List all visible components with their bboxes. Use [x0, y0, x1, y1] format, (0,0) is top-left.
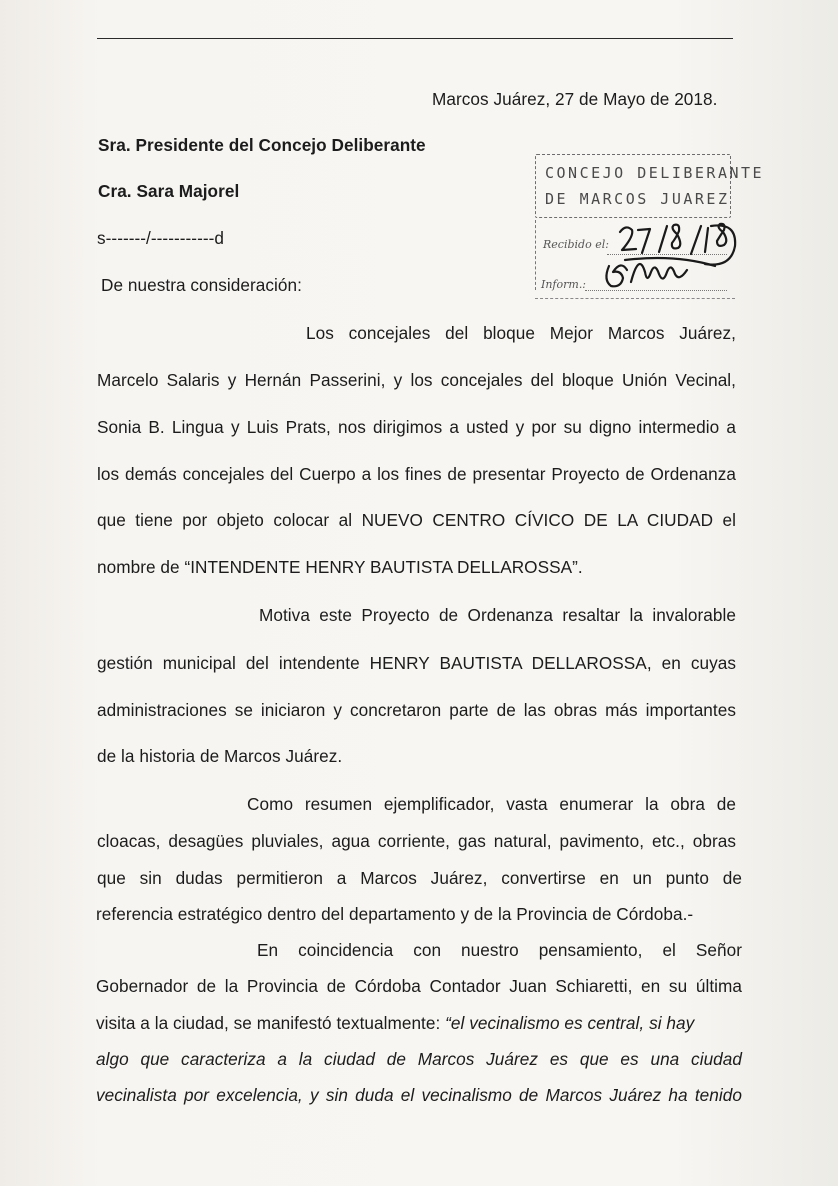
paragraph-1-line: Sonia B. Lingua y Luis Prats, nos dirigimos a usted y por su digno intermedio a — [97, 417, 736, 437]
paragraph-1-line: los demás concejales del Cuerpo a los fines de presentar Proyecto de Ordenanza — [97, 464, 736, 484]
paragraph-1-line: Los concejales del bloque Mejor Marcos Juárez, — [306, 323, 736, 343]
reception-stamp — [535, 154, 765, 300]
paragraph-3-line: Como resumen ejemplificador, vasta enumerar la obra de — [247, 794, 736, 814]
paragraph-4-line-mixed — [96, 1013, 742, 1034]
recipient-name: Cra. Sara Majorel — [98, 181, 240, 201]
top-rule — [97, 38, 733, 39]
paragraph-2-line: de la historia de Marcos Juárez. — [97, 746, 343, 766]
paragraph-4-line: Gobernador de la Provincia de Córdoba Contador Juan Schiaretti, en su última — [96, 976, 742, 996]
paragraph-1-line: nombre de “INTENDENTE HENRY BAUTISTA DELLAROSSA”. — [97, 557, 583, 577]
paragraph-4-quote-line: algo que caracteriza a la ciudad de Marcos Juárez es que es una ciudad — [96, 1049, 742, 1069]
stamp-line-1: CONCEJO DELIBERANTE — [545, 164, 765, 182]
stamp-received-label: Recibido el: — [543, 238, 609, 251]
handwritten-date-signature — [535, 154, 740, 300]
paragraph-2-line: gestión municipal del intendente HENRY BAUTISTA DELLAROSSA, en cuyas — [97, 653, 736, 673]
recipient-sd: s-------/-----------d — [97, 228, 225, 248]
paragraph-4-quote-line: vecinalista por excelencia, y sin duda el vecinalismo de Marcos Juárez ha tenido — [96, 1085, 742, 1105]
paragraph-3-line: que sin dudas permitieron a Marcos Juárez, convertirse en un punto de — [97, 868, 742, 888]
stamp-inform-label: Inform.: — [541, 278, 587, 291]
paragraph-4-plain: visita a la ciudad, se manifestó textualmente: — [96, 1013, 446, 1033]
paragraph-4-line: En coincidencia con nuestro pensamiento, el Señor — [257, 940, 742, 960]
recipient-title: Sra. Presidente del Concejo Deliberante — [98, 135, 426, 155]
paragraph-4-quote: “el vecinalismo es central, si hay — [445, 1013, 695, 1033]
greeting: De nuestra consideración: — [101, 275, 302, 295]
paragraph-3-line: cloacas, desagües pluviales, agua corriente, gas natural, pavimento, etc., obras — [97, 831, 736, 851]
paragraph-2-line: Motiva este Proyecto de Ordenanza resaltar la invalorable — [259, 605, 736, 625]
paragraph-3-line: referencia estratégico dentro del departamento y de la Provincia de Córdoba.- — [96, 904, 694, 924]
paragraph-1-line: que tiene por objeto colocar al NUEVO CENTRO CÍVICO DE LA CIUDAD el — [97, 510, 736, 530]
date-line: Marcos Juárez, 27 de Mayo de 2018. — [432, 89, 718, 109]
paragraph-1-line: Marcelo Salaris y Hernán Passerini, y los concejales del bloque Unión Vecinal, — [97, 370, 736, 390]
stamp-line-2: DE MARCOS JUAREZ — [545, 190, 730, 208]
paragraph-2-line: administraciones se iniciaron y concretaron parte de las obras más importantes — [97, 700, 736, 720]
